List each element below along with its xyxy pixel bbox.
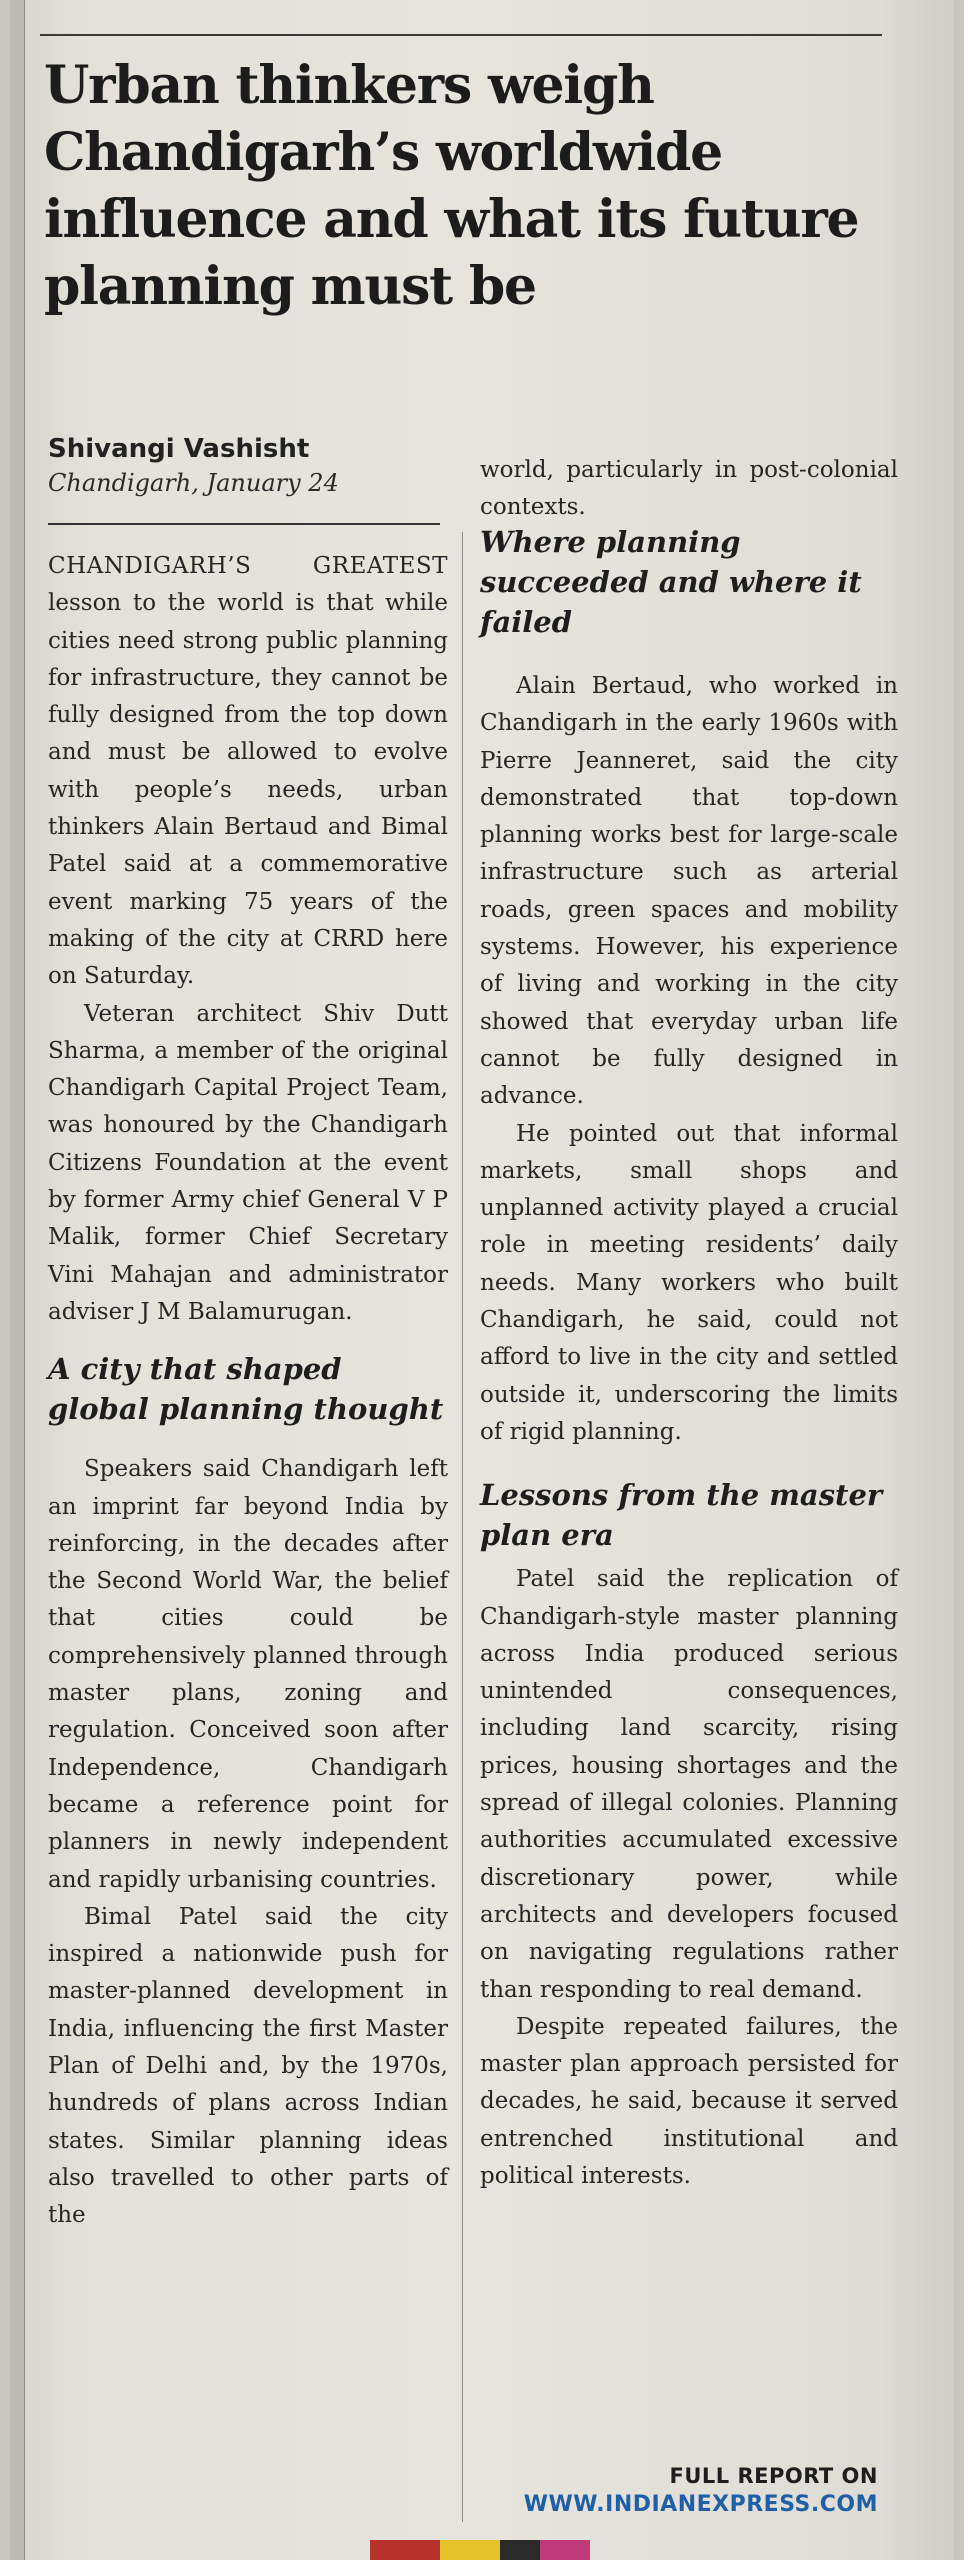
byline-rule [48,523,440,525]
paragraph-4-continued: world, particularly in post-colonial contexts. [480,457,898,521]
author-name: Shivangi Vashisht [48,434,310,464]
column-right-continuation [480,452,898,527]
color-strip-black [500,2540,540,2560]
full-report-label: FULL REPORT ON [669,2464,878,2488]
subhead-master-plan-era: Lessons from the master plan era [480,1478,883,1553]
color-strip-yellow [440,2540,500,2560]
lead-text: lesson to the world is that while cities need strong public planning for infrastructure, they cannot be fully designed from the top down and must be allowed to evolve with people’s needs, urban thinkers Alain Bertaud and Bimal Patel said at a commemorative event marking 75 years of the making of the city at CRRD here on Saturday. [48,590,448,990]
color-strip-magenta [540,2540,590,2560]
subhead-global-planning: A city that shaped global planning thought [48,1352,444,1427]
full-report-footer [524,2462,878,2520]
headline: Urban thinkers weigh Chandigarh’s worldwide influence and what its future planning must be [44,55,859,317]
page-gutter [10,0,25,2560]
dateline: Chandigarh, January 24 [48,469,339,497]
byline [48,432,468,500]
paragraph-6: He pointed out that informal markets, small shops and unplanned activity played a crucial role in meeting residents’ daily needs. Many workers who built Chandigarh, he said, could not afford to live in the city and settled outside it, underscoring the limits of rigid planning. [480,1120,898,1445]
website-link[interactable]: WWW.INDIANEXPRESS.COM [523,2492,878,2517]
paragraph-4: Bimal Patel said the city inspired a nationwide push for master-planned development in India, influencing the first Master Plan of Delhi and, by the 1970s, hundreds of plans across Indian states. Similar planning ideas also travelled to other parts of the [48,1903,448,2229]
column-right [480,522,898,2195]
top-rule [40,34,882,36]
newspaper-page [10,0,954,2560]
lead-caps: CHANDIGARH’S GREATEST [48,553,448,579]
subhead-succeeded-failed: Where planning succeeded and where it failed [480,525,862,639]
lead-paragraph [48,548,448,996]
color-strip-red [370,2540,440,2560]
paragraph-2: Veteran architect Shiv Dutt Sharma, a member of the original Chandigarh Capital Project Team, was honoured by the Chandigarh Citizens Foundation at the event by former Army chief General V P Malik, former Chief Secretary Vini Mahajan and administrator adviser J M Balamurugan. [48,1000,448,1325]
paragraph-5: Alain Bertaud, who worked in Chandigarh in the early 1960s with Pierre Jeanneret, said the city demonstrated that top-down planning works best for large-scale infrastructure such as arterial roads, green spaces and mobility systems. However, his experience of living and working in the city showed that everyday urban life cannot be fully designed in advance. [480,673,898,1110]
column-left [48,548,448,2234]
column-rule [462,532,463,2522]
paragraph-7: Patel said the replication of Chandigarh-style master planning across India produced serious unintended consequences, including land scarcity, rising prices, housing shortages and the spread of illegal colonies. Planning authorities accumulated excessive discretionary power, while architects and developers focused on navigating regulations rather than responding to real demand. [480,1566,898,2003]
paragraph-8: Despite repeated failures, the master plan approach persisted for decades, he said, because it served entrenched institutional and political interests. [480,2013,898,2189]
paragraph-3: Speakers said Chandigarh left an imprint far beyond India by reinforcing, in the decades after the Second World War, the belief that cities could be comprehensively planned through master plans, zoning and regulation. Conceived soon after Independence, Chandigarh became a reference point for planners in newly independent and rapidly urbanising countries. [48,1456,448,1893]
